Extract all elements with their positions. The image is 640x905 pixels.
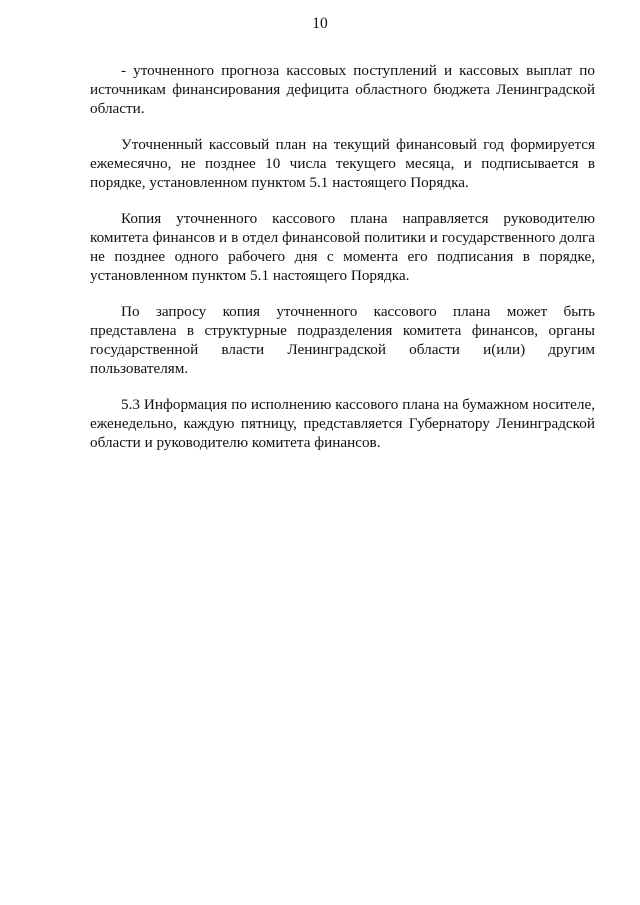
paragraph-monthly-plan: Уточненный кассовый план на текущий финансовый год формируется ежемесячно, не позднее 10 числа текущего месяца, и подписывается в порядке, установленном пунктом 5.1 настоящего Порядка. bbox=[90, 136, 595, 191]
paragraph-execution-info: 5.3 Информация по исполнению кассового плана на бумажном носителе, еженедельно, каждую пятницу, представляется Губернатору Ленинградской области и руководителю комитета финансов. bbox=[90, 396, 595, 451]
page-number: 10 bbox=[312, 15, 328, 32]
paragraph-plan-request: По запросу копия уточненного кассового плана может быть представлена в структурные подразделения комитета финансов, органы государственной власти Ленинградской области и(или) другим пользователям. bbox=[90, 303, 595, 377]
document-body bbox=[90, 61, 595, 452]
paragraph-plan-copy: Копия уточненного кассового плана направляется руководителю комитета финансов и в отдел финансовой политики и государственного долга не позднее одного рабочего дня с момента его подписания в порядке, установленном пунктом 5.1 настоящего Порядка. bbox=[90, 210, 595, 284]
paragraph-forecast-sources: - уточненного прогноза кассовых поступлений и кассовых выплат по источникам финансирования дефицита областного бюджета Ленинградской области. bbox=[90, 62, 595, 117]
